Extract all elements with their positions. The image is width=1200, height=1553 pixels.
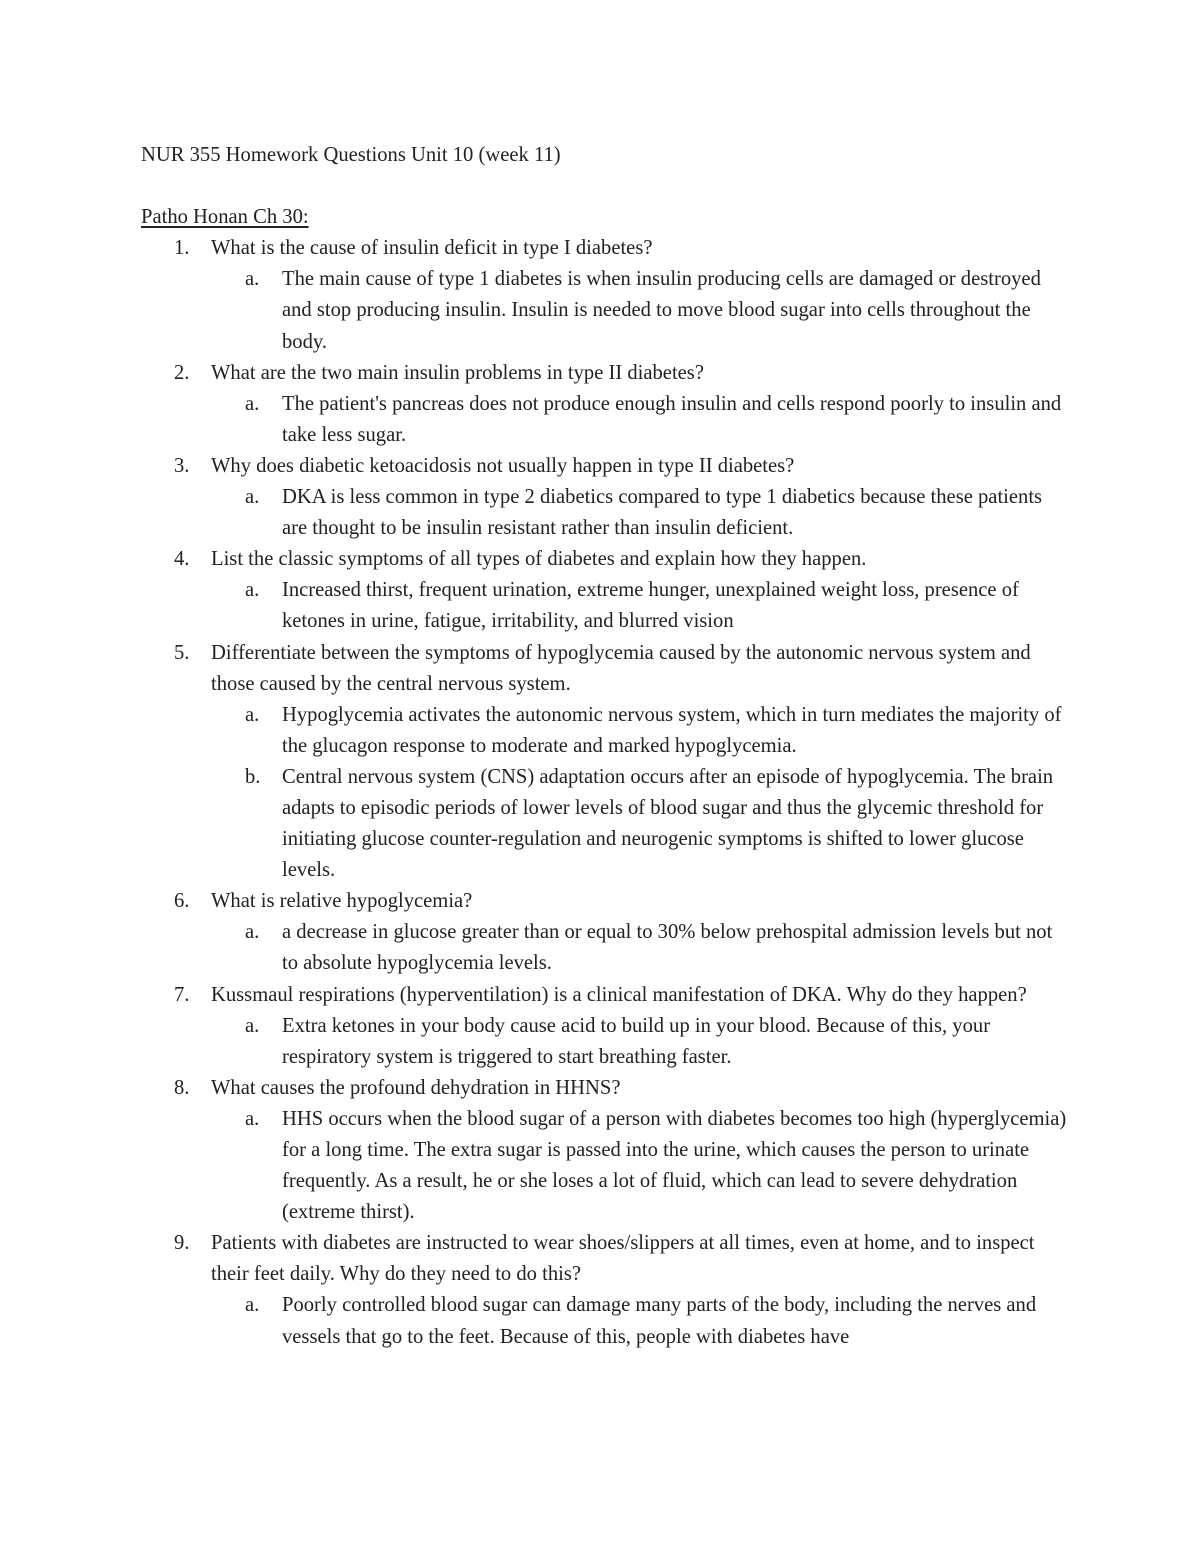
answer-list <box>211 1104 1071 1228</box>
answer-text: Hypoglycemia activates the autonomic nervous system, which in turn mediates the majority of the glucagon response to moderate and marked hypoglycemia. <box>282 703 1062 757</box>
question-item <box>141 451 1071 544</box>
question-number: 8. <box>174 1076 190 1099</box>
question-item <box>141 1228 1071 1352</box>
answer-item <box>211 762 1071 886</box>
answer-letter: a. <box>245 1014 260 1037</box>
question-text: Differentiate between the symptoms of hypoglycemia caused by the autonomic nervous system and those caused by the central nervous system. <box>211 641 1031 695</box>
question-item <box>141 544 1071 637</box>
answer-list <box>211 264 1071 357</box>
question-number: 6. <box>174 890 190 913</box>
answer-text: Poorly controlled blood sugar can damage many parts of the body, including the nerves and vessels that go to the feet. Because of this, people with diabetes have <box>282 1294 1037 1348</box>
answer-item <box>211 482 1071 544</box>
question-item <box>141 1073 1071 1228</box>
answer-text: The patient's pancreas does not produce enough insulin and cells respond poorly to insulin and take less sugar. <box>282 392 1062 446</box>
answer-item <box>211 575 1071 637</box>
answer-text: a decrease in glucose greater than or equal to 30% below prehospital admission levels but not to absolute hypoglycemia levels. <box>282 921 1053 975</box>
answer-text: HHS occurs when the blood sugar of a person with diabetes becomes too high (hyperglycemia) for a long time. The extra sugar is passed into the urine, which causes the person to urinate frequently. As a result, he or she loses a lot of fluid, which can lead to severe dehydration (extreme thirst). <box>282 1107 1067 1224</box>
answer-item <box>211 1011 1071 1073</box>
question-number: 2. <box>174 361 190 384</box>
question-number: 4. <box>174 548 190 571</box>
answer-text: DKA is less common in type 2 diabetics compared to type 1 diabetics because these patients are thought to be insulin resistant rather than insulin deficient. <box>282 486 1043 540</box>
answer-text: Extra ketones in your body cause acid to build up in your blood. Because of this, your respiratory system is triggered to start breathing faster. <box>282 1014 991 1068</box>
answer-item <box>211 700 1071 762</box>
answer-letter: a. <box>245 579 260 602</box>
question-item <box>141 233 1071 357</box>
question-item <box>141 886 1071 979</box>
question-text: Kussmaul respirations (hyperventilation) is a clinical manifestation of DKA. Why do they happen? <box>211 983 1027 1006</box>
answer-letter: a. <box>245 1294 260 1317</box>
answer-letter: a. <box>245 392 260 415</box>
answer-letter: a. <box>245 921 260 944</box>
answer-item <box>211 389 1071 451</box>
section-heading: Patho Honan Ch 30: <box>141 206 309 229</box>
question-item <box>141 638 1071 887</box>
question-text: Patients with diabetes are instructed to wear shoes/slippers at all times, even at home, and to inspect their feet daily. Why do they need to do this? <box>211 1232 1035 1286</box>
question-number: 5. <box>174 641 190 664</box>
answer-item <box>211 917 1071 979</box>
answer-letter: a. <box>245 703 260 726</box>
question-item <box>141 358 1071 451</box>
question-text: List the classic symptoms of all types of diabetes and explain how they happen. <box>211 548 867 571</box>
document-page <box>141 140 1071 1353</box>
question-list <box>141 233 1071 1352</box>
answer-item <box>211 264 1071 357</box>
answer-item <box>211 1290 1071 1352</box>
question-number: 1. <box>174 237 190 260</box>
question-text: Why does diabetic ketoacidosis not usually happen in type II diabetes? <box>211 454 795 477</box>
answer-item <box>211 1104 1071 1228</box>
answer-list <box>211 575 1071 637</box>
question-item <box>141 980 1071 1073</box>
answer-letter: b. <box>245 765 261 788</box>
answer-list <box>211 1011 1071 1073</box>
answer-letter: a. <box>245 1107 260 1130</box>
answer-list <box>211 482 1071 544</box>
answer-list <box>211 389 1071 451</box>
answer-letter: a. <box>245 268 260 291</box>
question-text: What is relative hypoglycemia? <box>211 890 473 913</box>
answer-text: Central nervous system (CNS) adaptation occurs after an episode of hypoglycemia. The brain adapts to episodic periods of lower levels of blood sugar and thus the glycemic threshold for initiating glucose counter-regulation and neurogenic symptoms is shifted to lower glucose levels. <box>282 765 1054 882</box>
document-title: NUR 355 Homework Questions Unit 10 (week 11) <box>141 144 561 166</box>
question-number: 3. <box>174 454 190 477</box>
answer-letter: a. <box>245 486 260 509</box>
answer-list <box>211 917 1071 979</box>
question-number: 9. <box>174 1232 190 1255</box>
answer-text: The main cause of type 1 diabetes is when insulin producing cells are damaged or destroyed and stop producing insulin. Insulin is needed to move blood sugar into cells throughout the body. <box>282 268 1041 353</box>
blank-line <box>141 171 1071 202</box>
answer-list <box>211 700 1071 887</box>
question-text: What are the two main insulin problems in type II diabetes? <box>211 361 704 384</box>
answer-text: Increased thirst, frequent urination, extreme hunger, unexplained weight loss, presence of ketones in urine, fatigue, irritability, and blurred vision <box>282 579 1019 633</box>
answer-list <box>211 1290 1071 1352</box>
question-text: What is the cause of insulin deficit in type I diabetes? <box>211 237 653 260</box>
question-number: 7. <box>174 983 190 1006</box>
question-text: What causes the profound dehydration in HHNS? <box>211 1076 621 1099</box>
